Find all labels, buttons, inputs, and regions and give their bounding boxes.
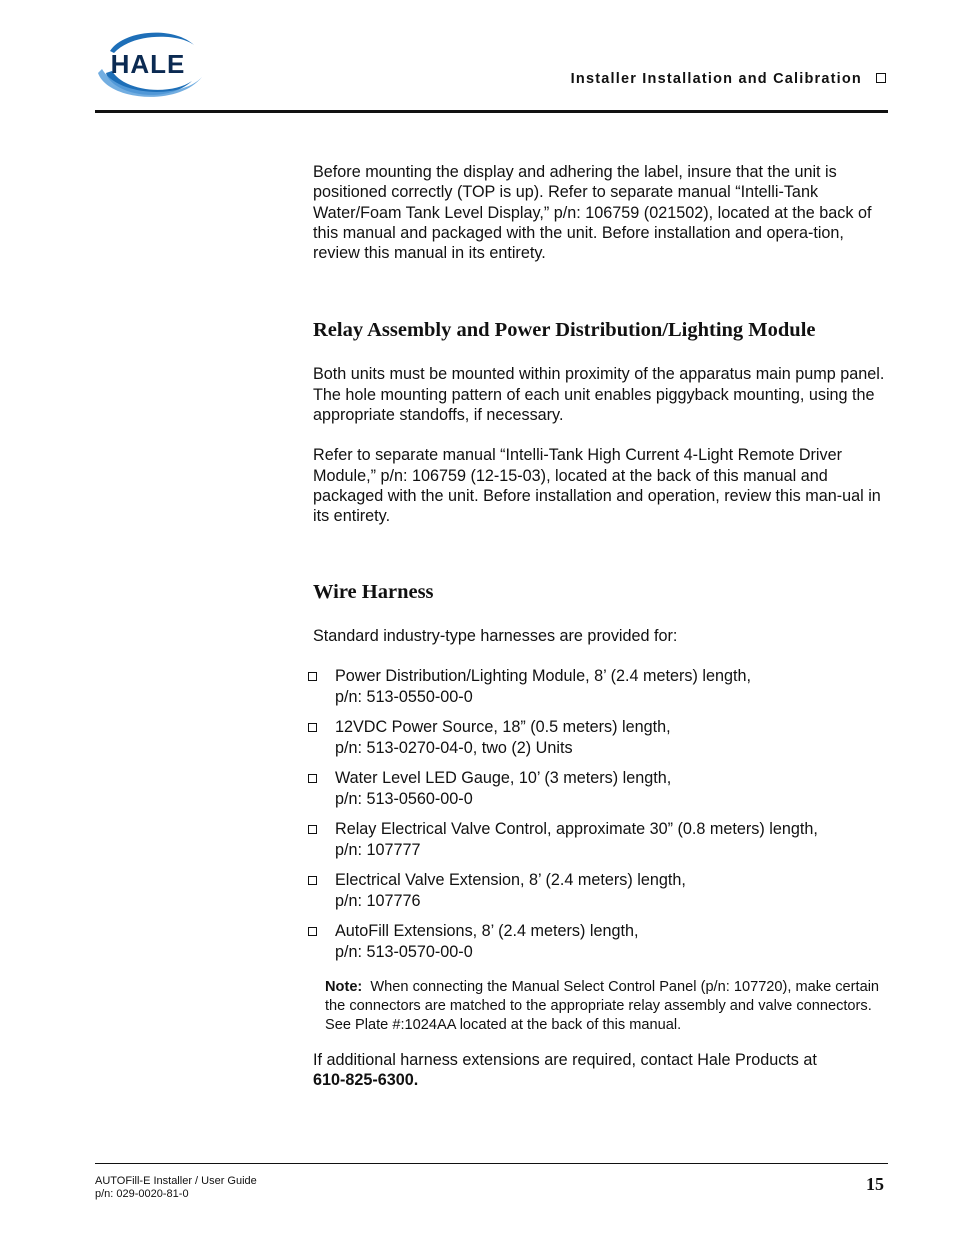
- footer-guide-title: AUTOFill-E Installer / User Guide: [95, 1175, 257, 1187]
- footer-divider: [95, 1163, 888, 1164]
- wire-intro: Standard industry-type harnesses are provided for:: [313, 626, 678, 645]
- main-content: [313, 162, 885, 1090]
- bullet-square-icon: [308, 825, 317, 834]
- wire-heading: Wire Harness: [313, 580, 434, 603]
- list-item: [313, 768, 885, 811]
- relay-paragraph-1: Both units must be mounted within proximity of the apparatus main pump panel. The hole mounting pattern of each unit enables piggyback mounting, using the appropriate standoffs, if necessary.: [313, 365, 885, 425]
- section-title-text: Installer Installation and Calibration: [570, 71, 862, 87]
- list-item: [313, 666, 885, 709]
- item-line1: Water Level LED Gauge, 10’ (3 meters) length,: [335, 768, 672, 787]
- item-line2: p/n: 513-0570-00-0: [335, 943, 473, 962]
- note-block: [325, 978, 885, 1035]
- bullet-square-icon: [308, 723, 317, 732]
- item-line2: p/n: 513-0560-00-0: [335, 790, 473, 809]
- contact-phone: 610-825-6300.: [313, 1071, 419, 1090]
- logo-text: HALE: [110, 49, 186, 79]
- item-line1: AutoFill Extensions, 8’ (2.4 meters) length,: [335, 921, 639, 940]
- intro-paragraph: Before mounting the display and adhering the label, insure that the unit is positioned correctly (TOP is up). Refer to separate manual “Intelli-Tank Water/Foam Tank Level Display,” p/n: 106759 (021502), located at the back of this manual and packaged with the unit. Before installation and opera-tion, review this manual in its entirety.: [313, 163, 872, 263]
- hale-logo: [92, 27, 204, 101]
- relay-paragraph-2: Refer to separate manual “Intelli-Tank High Current 4-Light Remote Driver Module,” p/n: 106759 (12-15-03), located at the back of this manual and packaged with the unit. Before installation and operation, review this man-ual in its entirety.: [313, 446, 881, 526]
- footer-info: [95, 1175, 257, 1201]
- bullet-square-icon: [308, 876, 317, 885]
- item-line2: p/n: 513-0550-00-0: [335, 688, 473, 707]
- list-item: [313, 717, 885, 760]
- relay-heading: Relay Assembly and Power Distribution/Lighting Module: [313, 319, 816, 342]
- contact-text: If additional harness extensions are required, contact Hale Products at: [313, 1050, 817, 1069]
- bullet-square-icon: [308, 927, 317, 936]
- list-item: [313, 819, 885, 862]
- item-line1: Power Distribution/Lighting Module, 8’ (2.4 meters) length,: [335, 666, 751, 685]
- section-title: [571, 71, 886, 87]
- item-line2: p/n: 513-0270-04-0, two (2) Units: [335, 739, 573, 758]
- list-item: [313, 921, 885, 964]
- harness-list: [313, 666, 885, 964]
- item-line1: 12VDC Power Source, 18” (0.5 meters) length,: [335, 717, 671, 736]
- bullet-square-icon: [308, 672, 317, 681]
- item-line1: Relay Electrical Valve Control, approximate 30” (0.8 meters) length,: [335, 819, 818, 838]
- bullet-square-icon: [308, 774, 317, 783]
- header-divider: [95, 110, 888, 113]
- checkbox-square-icon: [876, 73, 886, 83]
- item-line1: Electrical Valve Extension, 8’ (2.4 meters) length,: [335, 870, 686, 889]
- page-number: 15: [866, 1174, 884, 1194]
- item-line2: p/n: 107776: [335, 892, 421, 911]
- contact-paragraph: [313, 1050, 885, 1091]
- item-line2: p/n: 107777: [335, 841, 421, 860]
- note-label: Note:: [325, 978, 363, 995]
- list-item: [313, 870, 885, 913]
- note-text: When connecting the Manual Select Control Panel (p/n: 107720), make certain the connectors are matched to the appropriate relay assembly and valve connectors. See Plate #:1024AA located at the back of this manual.: [325, 978, 880, 1033]
- footer-part-number: p/n: 029-0020-81-0: [95, 1188, 189, 1200]
